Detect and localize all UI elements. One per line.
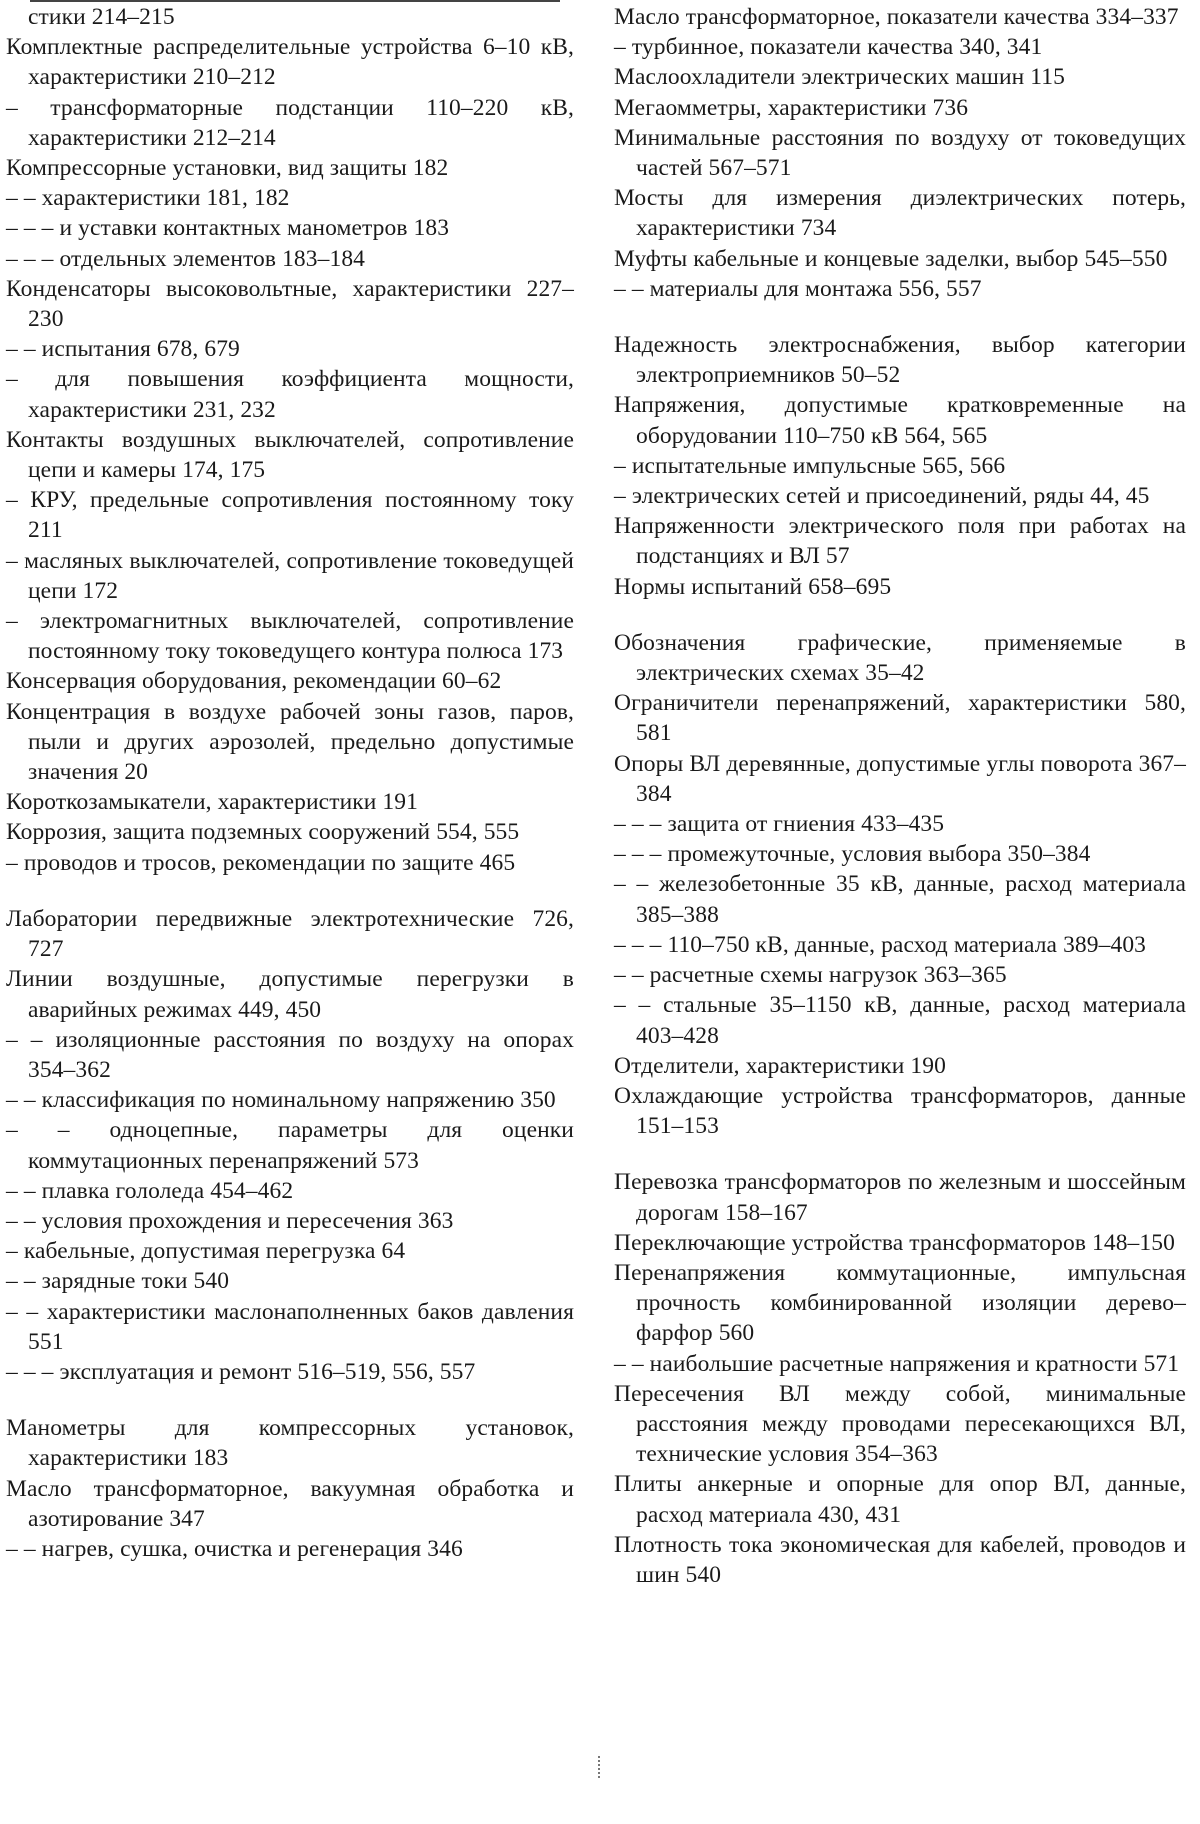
index-entry: – – изоляционные расстояния по воздуху на опорах 354–362	[6, 1026, 574, 1083]
section-gap	[614, 1141, 1186, 1167]
index-entry: – – характеристики 181, 182	[6, 185, 290, 212]
index-entry: Плотность тока экономическая для кабелей, проводов и шин 540	[614, 1531, 1186, 1588]
index-entry: – масляных выключателей, сопротивление токоведущей цепи 172	[6, 547, 574, 604]
section-gap	[614, 304, 1186, 330]
section-gap	[6, 1387, 574, 1413]
index-entry: Мосты для измерения диэлектрических потерь, характеристики 734	[614, 185, 1186, 242]
index-entry: – – условия прохождения и пересечения 363	[6, 1207, 454, 1234]
section-gap	[6, 878, 574, 904]
index-entry: Короткозамыкатели, характеристики 191	[6, 789, 418, 816]
index-entry: Нормы испытаний 658–695	[614, 573, 892, 600]
index-entry: Отделители, характеристики 190	[614, 1052, 946, 1079]
index-entry: – – плавка гололеда 454–462	[6, 1177, 294, 1204]
index-entry: Консервация оборудования, рекомендации 60–62	[6, 668, 502, 695]
index-entry: Минимальные расстояния по воздуху от токоведущих частей 567–571	[614, 124, 1186, 182]
index-column-left	[6, 2, 574, 1564]
index-entry: Маслоохладители электрических машин 115	[614, 64, 1065, 91]
index-entry: Масло трансформаторное, вакуумная обработка и азотирование 347	[6, 1475, 574, 1532]
index-entry: – для повышения коэффициента мощности, характеристики 231, 232	[6, 366, 574, 423]
index-entry: – испытательные импульсные 565, 566	[614, 452, 1006, 479]
index-entry: – проводов и тросов, рекомендации по защите 465	[6, 849, 516, 876]
index-entry: – – одноцепные, параметры для оценки коммутационных перенапряжений 573	[6, 1117, 574, 1174]
index-entry: Пересечения ВЛ между собой, минимальные расстояния между проводами пересекающихся ВЛ, технические условия 354–363	[614, 1380, 1186, 1468]
index-entry: Охлаждающие устройства трансформаторов, данные 151–153	[614, 1082, 1186, 1140]
index-entry: – – – промежуточные, условия выбора 350–384	[614, 841, 1091, 868]
index-entry: – электрических сетей и присоединений, ряды 44, 45	[614, 483, 1150, 510]
index-entry: Напряжения, допустимые кратковременные на оборудовании 110–750 кВ 564, 565	[614, 392, 1186, 449]
index-entry: – – материалы для монтажа 556, 557	[614, 275, 982, 302]
index-entry: Линии воздушные, допустимые перегрузки в аварийных режимах 449, 450	[6, 966, 574, 1023]
index-entry: Коррозия, защита подземных сооружений 554, 555	[6, 819, 520, 846]
index-entry: – – – эксплуатация и ремонт 516–519, 556, 557	[6, 1358, 476, 1385]
index-entry: Комплектные распределительные устройства 6–10 кВ, характеристики 210–212	[6, 34, 574, 91]
index-entry: – – расчетные схемы нагрузок 363–365	[614, 962, 1007, 989]
index-entry: – – характеристики маслонаполненных баков давления 551	[6, 1298, 574, 1355]
index-entry: Масло трансформаторное, показатели качества 334–337	[614, 4, 1179, 30]
index-entry: Переключающие устройства трансформаторов 148–150	[614, 1229, 1175, 1256]
index-entry: – КРУ, предельные сопротивления постоянному току 211	[6, 487, 574, 544]
index-entry: – – – и уставки контактных манометров 183	[6, 215, 450, 242]
index-entry: – – железобетонные 35 кВ, данные, расход материала 385–388	[614, 871, 1186, 928]
index-entry: – – – отдельных элементов 183–184	[6, 245, 366, 272]
index-entry: Контакты воздушных выключателей, сопротивление цепи и камеры 174, 175	[6, 426, 574, 484]
index-entry: Опоры ВЛ деревянные, допустимые углы поворота 367–384	[614, 750, 1186, 807]
index-entry: Плиты анкерные и опорные для опор ВЛ, данные, расход материала 430, 431	[614, 1471, 1186, 1528]
index-column-right	[614, 2, 1186, 1590]
index-entry: Муфты кабельные и концевые заделки, выбор 545–550	[614, 245, 1168, 272]
index-entry: стики 214–215	[28, 4, 175, 30]
index-entry: Мегаомметры, характеристики 736	[614, 94, 969, 121]
section-gap	[614, 602, 1186, 628]
index-entry: – – зарядные токи 540	[6, 1268, 230, 1295]
index-entry: – трансформаторные подстанции 110–220 кВ, характеристики 212–214	[6, 94, 574, 151]
index-entry: Концентрация в воздухе рабочей зоны газов, паров, пыли и других аэрозолей, предельно допустимые значения 20	[6, 698, 574, 786]
index-entry: – электромагнитных выключателей, сопротивление постоянному току токоведущего контура полюса 173	[6, 608, 574, 665]
index-entry: Ограничители перенапряжений, характеристики 580, 581	[614, 690, 1186, 747]
index-entry: – – – защита от гниения 433–435	[614, 811, 945, 838]
index-entry: – – испытания 678, 679	[6, 336, 240, 363]
index-entry: Надежность электроснабжения, выбор категории электроприемников 50–52	[614, 332, 1186, 389]
index-entry: Перевозка трансформаторов по железным и шоссейным дорогам 158–167	[614, 1169, 1186, 1226]
index-entry: Лаборатории передвижные электротехнические 726, 727	[6, 905, 574, 963]
index-entry: Манометры для компрессорных установок, характеристики 183	[6, 1415, 574, 1472]
index-entry: – турбинное, показатели качества 340, 341	[614, 34, 1043, 61]
index-entry: – кабельные, допустимая перегрузка 64	[6, 1238, 406, 1265]
index-entry: – – классификация по номинальному напряжению 350	[6, 1087, 556, 1114]
index-entry: – – наибольшие расчетные напряжения и кратности 571	[614, 1350, 1180, 1377]
index-entry: Обозначения графические, применяемые в электрических схемах 35–42	[614, 629, 1186, 687]
index-entry: – – нагрев, сушка, очистка и регенерация 346	[6, 1535, 463, 1562]
index-entry: Напряженности электрического поля при работах на подстанциях и ВЛ 57	[614, 513, 1186, 570]
index-entry: – – – 110–750 кВ, данные, расход материала 389–403	[614, 931, 1147, 958]
index-entry: – – стальные 35–1150 кВ, данные, расход материала 403–428	[614, 992, 1186, 1049]
index-entry: Конденсаторы высоковольтные, характеристики 227–230	[6, 275, 574, 333]
column-divider-mark	[598, 1756, 602, 1778]
index-entry: Перенапряжения коммутационные, импульсная прочность комбинированной изоляции дерево–фарфор 560	[614, 1259, 1186, 1347]
index-entry: Компрессорные установки, вид защиты 182	[6, 155, 449, 182]
